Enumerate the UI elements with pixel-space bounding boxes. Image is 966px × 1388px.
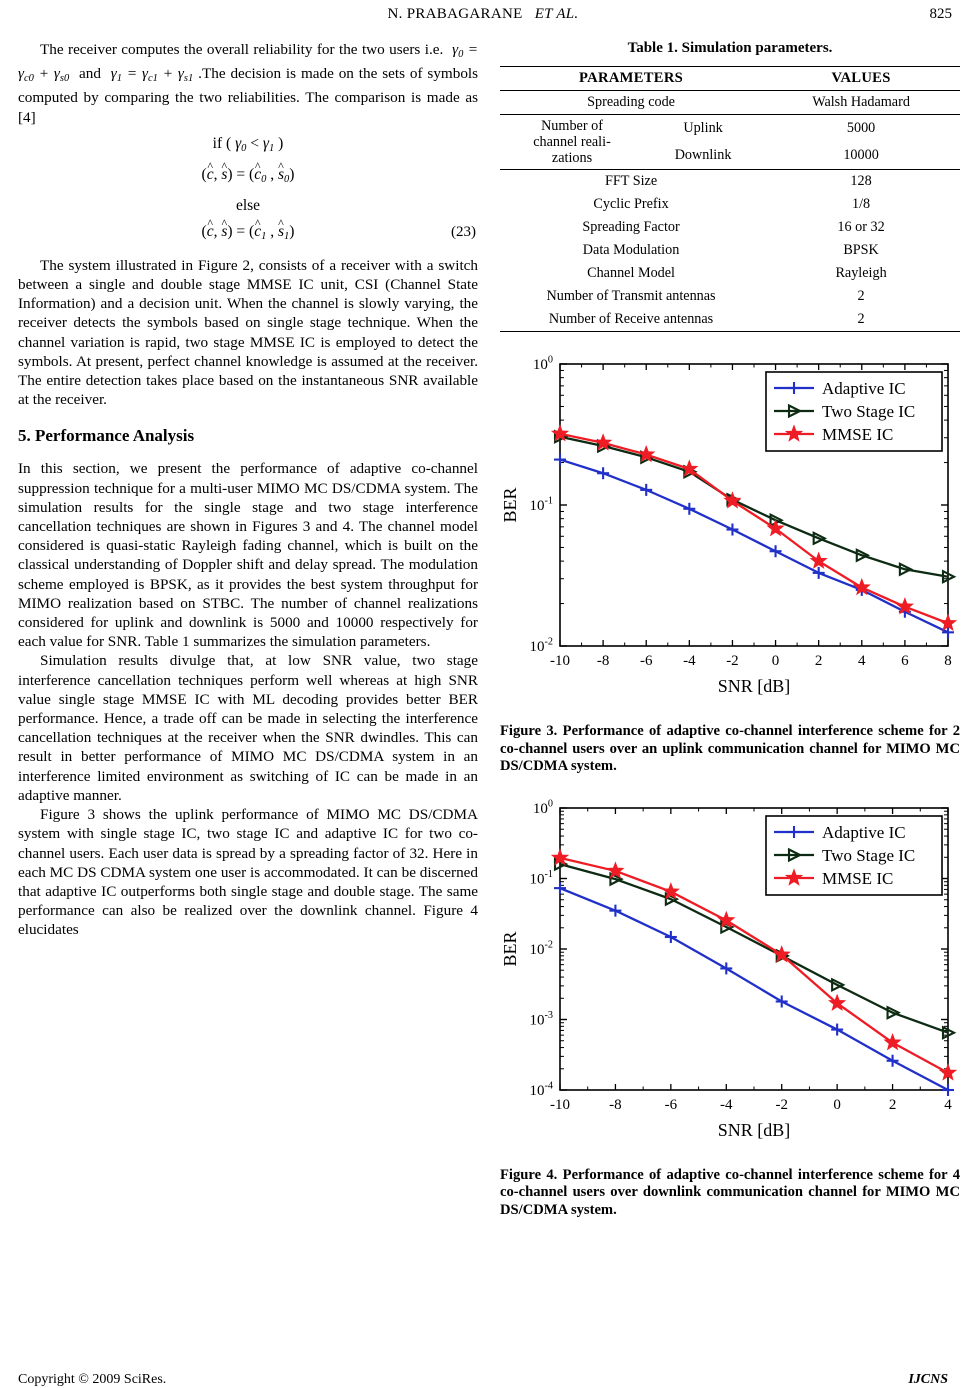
figure-4-caption: Figure 4. Performance of adaptive co-channel interference scheme for 4 co-channel users over downlink communication channel for MIMO MC DS/CDMA system. (500, 1166, 960, 1218)
running-head-etal: ET AL. (534, 6, 579, 22)
svg-text:MMSE IC: MMSE IC (822, 425, 894, 444)
cell-value-spreading-factor: 16 or 32 (837, 219, 885, 235)
table-caption: Table 1. Simulation parameters. (627, 40, 833, 56)
svg-text:100: $10^0$ (532, 797, 553, 817)
channel-realizations-line-1: Number of (541, 118, 603, 134)
svg-text:-4: -4 (720, 1096, 733, 1113)
svg-text:10-1: $10^{-1}$ (529, 495, 553, 514)
equation-23-line1: if ( $\gamma_0 < \gamma_1$ ) (212, 134, 284, 154)
cell-value-spreading-code: Walsh Hadamard (762, 91, 960, 115)
para1-pre: The receiver computes the overall reliability for the two users i.e. (40, 41, 444, 58)
left-column (18, 40, 478, 940)
table-row (500, 308, 960, 332)
svg-text:-6: -6 (639, 653, 653, 669)
svg-text:10-2: $10^{-2}$ (529, 636, 553, 655)
page-number: 825 (929, 6, 952, 22)
copyright-text: Copyright © 2009 SciRes. (18, 1372, 167, 1387)
svg-text:4: 4 (944, 1096, 952, 1113)
svg-text:10-4: $10^{-4}$ (529, 1079, 553, 1099)
cell-param-data-modulation: Data Modulation (582, 242, 680, 258)
cell-param-fft-size: FFT Size (500, 170, 762, 194)
equation-23-line3: else (235, 196, 261, 214)
running-head-title (0, 6, 966, 23)
svg-text:10-1: $10^{-1}$ (529, 868, 553, 887)
svg-text:-10: -10 (550, 653, 570, 669)
cell-param-cyclic-prefix: Cyclic Prefix (593, 196, 669, 212)
table-header-values: VALUES (762, 67, 960, 91)
cell-value-channel-model: Rayleigh (835, 265, 887, 281)
cell-param-transmit-antennas: Number of Transmit antennas (546, 288, 716, 304)
table-row (500, 262, 960, 285)
svg-text:8: 8 (944, 653, 952, 669)
cell-param-spreading-factor: Spreading Factor (582, 219, 680, 235)
paragraph-4: Simulation results divulge that, at low SNR value, two stage interference cancellation techniques perform well whereas at high SNR value single stage MMSE IC with ML decoding provides better BER performance. Hence, a trade off can be made in selecting the interference cancellation techniques at the receiver when the SNR dwindles. This can result in better performance of MIMO MC DS/CDMA system in an interference limited environment as switching of IC can be made in an adaptive manner. (18, 652, 478, 804)
svg-text:BER: BER (500, 930, 520, 967)
svg-text:-2: -2 (726, 653, 739, 669)
channel-realizations-line-2: channel reali- (533, 134, 611, 150)
figure-3-chart (500, 346, 960, 716)
cell-value-fft-size: 128 (762, 170, 960, 194)
cell-sub-downlink: Downlink (674, 147, 732, 163)
paragraph-1 (18, 40, 478, 127)
svg-text:100: $10^0$ (532, 354, 553, 373)
table-header-row (500, 67, 960, 91)
cell-value-receive-antennas: 2 (762, 308, 960, 332)
table-row (500, 91, 960, 115)
table-row (500, 115, 960, 143)
svg-text:SNR [dB]: SNR [dB] (717, 1119, 791, 1140)
svg-text:Adaptive IC: Adaptive IC (822, 822, 906, 842)
running-head (0, 6, 966, 28)
cell-value-data-modulation: BPSK (843, 242, 879, 258)
svg-text:4: 4 (858, 653, 866, 669)
table-row (500, 239, 960, 262)
svg-text:BER: BER (500, 487, 520, 523)
right-column (500, 40, 960, 1219)
paragraph-5: Figure 3 shows the uplink performance of MIMO MC DS/CDMA system with single stage IC, two stage IC and adaptive IC for two co-channel users. Each user data is spread by a spreading factor of 32. Here in each MC DS CDMA system one user is accommodated. It can be discerned that adaptive IC outperforms both single stage and double stage. The same performance can also be realized over the downlink channel. Figure 4 elucidates (18, 806, 478, 939)
svg-text:10-2: $10^{-2}$ (529, 938, 553, 958)
cell-param-channel-realizations (500, 115, 644, 170)
cell-value-cyclic-prefix: 1/8 (851, 196, 871, 212)
equation-23-line2: (c ^, s ^) = (c $\^{}_0$ , s $\^{}_0$) (18, 162, 478, 193)
equation-23 (18, 131, 478, 250)
table-row (500, 216, 960, 239)
equation-23-tag: (23) (451, 223, 476, 240)
svg-text:MMSE IC: MMSE IC (822, 868, 894, 888)
cell-value-uplink: 5000 (762, 115, 960, 143)
svg-text:-2: -2 (775, 1096, 788, 1113)
cell-sub-uplink: Uplink (644, 115, 762, 143)
running-head-authors: N. PRABAGARANE (387, 6, 523, 22)
svg-text:6: 6 (901, 653, 909, 669)
svg-text:-8: -8 (609, 1096, 622, 1113)
figure-4-chart (500, 790, 960, 1160)
svg-text:Two Stage IC: Two Stage IC (822, 845, 916, 865)
svg-text:Adaptive IC: Adaptive IC (822, 379, 906, 398)
svg-text:10-3: $10^{-3}$ (529, 1009, 553, 1028)
svg-text:-6: -6 (664, 1096, 678, 1113)
para1-post: .The decision is made on the sets of symbols computed by comparing the two reliabilities. The comparison is made as [4] (18, 65, 479, 126)
paragraph-3: In this section, we present the performance of adaptive co-channel suppression technique for a multi-user MIMO MC DS/CDMA system. The simulation results for the single stage and two stage interference cancellation techniques are shown in Figures 3 and 4. The channel model considered is quasi-static Rayleigh fading channel, which is built on the classical understanding of Doppler shift and delay spread. The modulation scheme employed is BPSK, as it provides the best system throughput for MIMO realization based on STBC. The number of channel realizations considered for uplink and downlink is 5000 and 10000 respectively for each value for SNR. Table 1 summarizes the simulation parameters. (18, 460, 478, 651)
simulation-parameters-table (500, 66, 960, 332)
cell-param-receive-antennas: Number of Receive antennas (500, 308, 762, 332)
svg-text:2: 2 (888, 1096, 897, 1113)
table-row (500, 193, 960, 216)
para1-mid: and (79, 65, 101, 83)
cell-value-transmit-antennas: 2 (857, 288, 865, 304)
cell-param-channel-model: Channel Model (587, 265, 675, 281)
svg-text:0: 0 (833, 1096, 841, 1113)
table-header-parameters: PARAMETERS (500, 67, 762, 91)
svg-text:0: 0 (771, 653, 780, 669)
svg-text:SNR [dB]: SNR [dB] (717, 676, 791, 696)
figure-3 (500, 346, 960, 776)
journal-abbreviation: IJCNS (908, 1372, 948, 1387)
svg-text:-8: -8 (596, 653, 610, 669)
figure-3-caption: Figure 3. Performance of adaptive co-channel interference scheme for 2 co-channel users over an uplink communication channel for MIMO MC DS/CDMA system. (500, 723, 960, 774)
svg-text:-4: -4 (683, 653, 696, 669)
section-heading-performance-analysis: 5. Performance Analysis (18, 426, 195, 446)
cell-value-downlink: 10000 (843, 147, 879, 163)
inline-equation-gamma1: $\gamma_1 = \gamma_{c1} + \gamma_{s1}$ (105, 65, 194, 85)
svg-text:Two Stage IC: Two Stage IC (822, 402, 916, 421)
svg-text:2: 2 (814, 653, 823, 669)
inline-equation-gamma0: $\gamma_0 = \gamma_{c0} + \gamma_{s0}$ (18, 41, 478, 85)
table-row (500, 285, 960, 308)
svg-text:-10: -10 (550, 1096, 570, 1113)
figure-4 (500, 790, 960, 1220)
table-row (500, 170, 960, 194)
channel-realizations-line-3: zations (551, 150, 593, 166)
cell-param-spreading-code: Spreading code (500, 91, 762, 115)
equation-23-line4: (c ^, s ^) = (c $\^{}_1$ , s $\^{}_1$) (23) (18, 219, 478, 250)
paragraph-2: The system illustrated in Figure 2, consists of a receiver with a switch between a single and double stage MMSE IC unit, CSI (Channel State Information) and a decision unit. When the channel is slowly varying, the receiver detects the symbols based on single stage technique. When the channel variation is rapid, two stage MMSE IC is employed to detect the symbols. At present, perfect channel knowledge is assumed at the receiver. The entire detection takes place based on the instantaneous SNR available at the receiver. (18, 256, 478, 409)
